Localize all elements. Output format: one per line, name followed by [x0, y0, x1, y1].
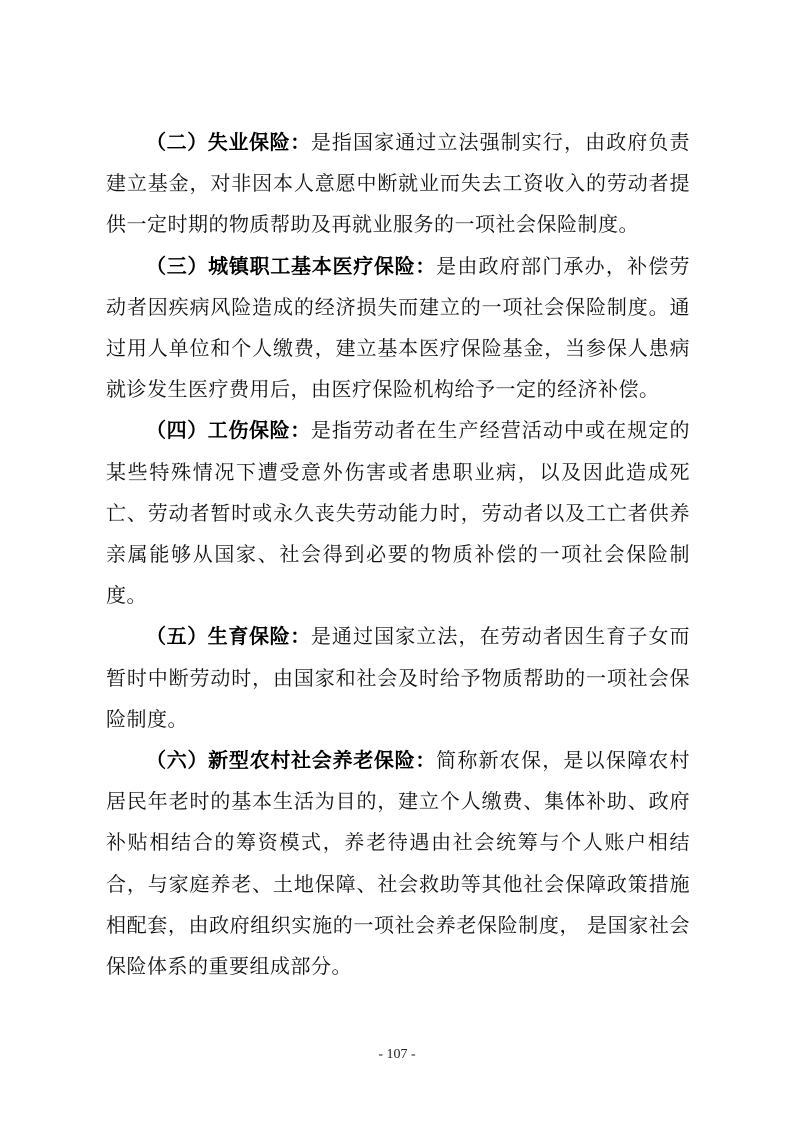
paragraph-heading: （六）新型农村社会养老保险： [146, 748, 437, 773]
paragraph-text: 是指劳动者在生产经营活动中或在规定的某些特殊情况下遭受意外伤害或者患职业病，以及因此造成死亡、劳动者暂时或永久丧失劳动能力时，劳动者以及工亡者供养亲属能够从国家、社会得到必要的物质补偿的一项社会保险制度。 [106, 418, 691, 608]
paragraph-text: 是通过国家立法，在劳动者因生育子女而暂时中断劳动时，由国家和社会及时给予物质帮助的一项社会保险制度。 [106, 624, 691, 731]
paragraph-maternity-insurance [106, 616, 690, 740]
paragraph-heading: （三）城镇职工基本医疗保险： [146, 253, 437, 278]
paragraph-work-injury-insurance [106, 410, 690, 616]
paragraph-text: 是指国家通过立法强制实行，由政府负责建立基金，对非因本人意愿中断就业而失去工资收入的劳动者提供一定时期的物质帮助及再就业服务的一项社会保险制度。 [106, 130, 691, 237]
paragraph-heading: （五）生育保险： [146, 624, 311, 649]
paragraph-heading: （四）工伤保险： [146, 418, 311, 443]
document-body [106, 122, 690, 987]
paragraph-heading: （二）失业保险： [146, 130, 311, 154]
page-number: - 107 - [378, 1047, 416, 1062]
paragraph-unemployment-insurance [106, 122, 690, 246]
paragraph-medical-insurance [106, 246, 690, 411]
paragraph-text: 简称新农保，是以保障农村居民年老时的基本生活为目的，建立个人缴费、集体补助、政府补贴相结合的筹资模式，养老待遇由社会统筹与个人账户相结合，与家庭养老、土地保障、社会救助等其他社会保障政策措施相配套，由政府组织实施的一项社会养老保险制度， 是国家社会保险体系的重要组成部分。 [106, 748, 691, 979]
paragraph-rural-pension-insurance [106, 740, 690, 987]
paragraph-text: 是由政府部门承办，补偿劳动者因疾病风险造成的经济损失而建立的一项社会保险制度。通过用人单位和个人缴费，建立基本医疗保险基金，当参保人患病就诊发生医疗费用后，由医疗保险机构给予一定的经济补偿。 [106, 253, 691, 402]
